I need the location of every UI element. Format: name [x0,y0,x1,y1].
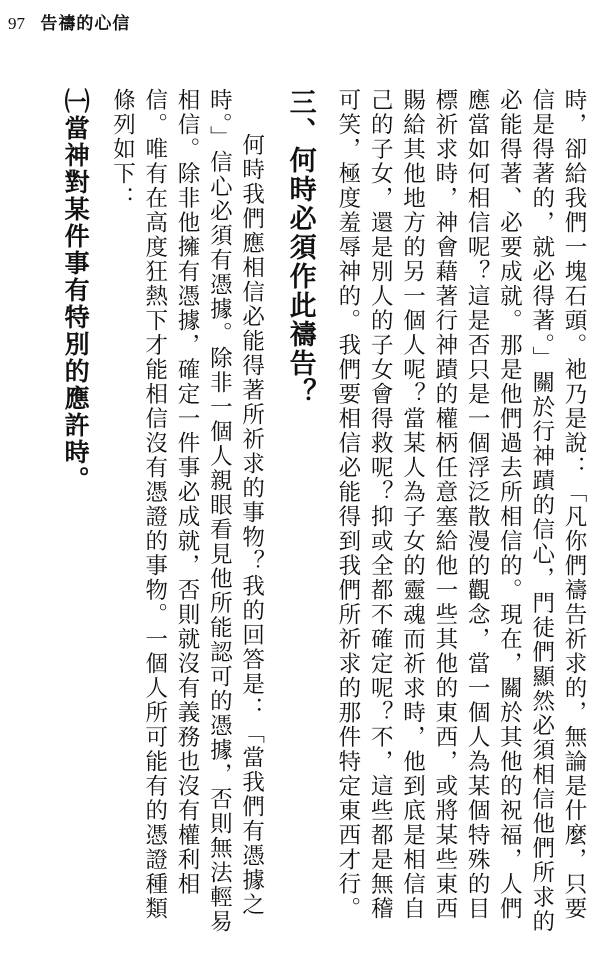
paragraph-2: 何時我們應相信必能得著所祈求的事物？我的回答是：「當我們有憑據之時。」信心必須有憑據。除非一個人親眼看見他所能認可的憑據，否則無法輕易相信。除非他擁有憑據，確定一件事必成就，否則就沒有義務也沒有權利相信。唯有在高度狂熱下才能相信沒有憑證的事物。一個人所可能有的憑證種類條列如下： [109,88,265,935]
page-header [8,14,130,34]
paragraph-1: 時，卻給我們一塊石頭。祂乃是說：「凡你們禱告祈求的，無論是什麼，只要信是得著的，就必得著。」關於行神蹟的信心，門徒們顯然必須相信他們所求的必能得著、必要成就。那是他們過去所相信的。現在，關於其他的祝福，人們應當如何相信呢？這是否只是一個浮泛散漫的觀念，當一個人為某個特殊的目標祈求時，神會藉著行神蹟的權柄任意塞給他一些其他的東西，或將某些東西賜給其他地方的另一個人呢？當某人為子女的靈魂而祈求時，他到底是相信自己的子女，還是別人的子女會得救呢？抑或全都不確定呢？不，這些都是無稽可笑，極度羞辱神的。我們要相信必能得到我們所祈求的那件特定東西才行。 [334,88,587,935]
page-number: 97 [8,14,25,33]
subheading: ㈠當神對某件事有特別的應許時。 [61,88,91,493]
vertical-body-text [58,88,590,938]
section-heading: 三、何時必須作此禱告？ [284,88,316,407]
running-title: 告禱的心信 [40,14,131,34]
